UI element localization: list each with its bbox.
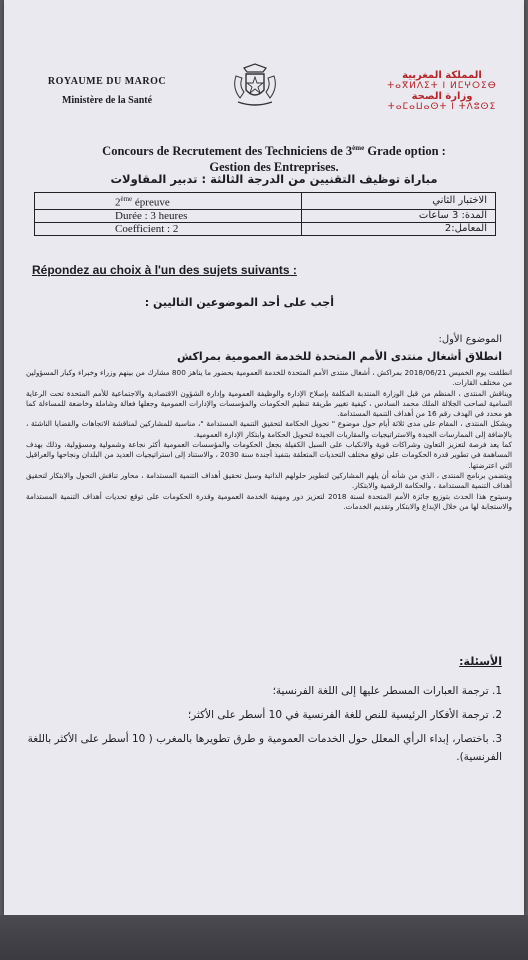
header-right — [382, 70, 502, 112]
ministry-fr: Ministère de la Santé — [61, 95, 153, 106]
coefficient-ar: المعامل:2 — [302, 222, 496, 235]
question-2: 2. ترجمة الأفكار الرئيسية للنص للغة الفرنسية في 10 أسطر على الأكثر؛ — [187, 709, 502, 721]
exam-option: Gestion des Entreprises. — [209, 160, 339, 175]
exam-title-ar: مباراة توظيف التقنيين من الدرجة الثالثة : تدبير المقاولات — [110, 172, 438, 186]
kingdom-ar: المملكة المغربية — [402, 70, 482, 81]
epreuve-ar: الاختبار الثاني — [302, 193, 496, 210]
paragraph: ويتضمن برنامج المنتدى ، الذي من شأنه أن يلهم المشاركين لتطوير حلولهم الذاتية وسبل تحقيق أهداف التنمية المستدامة ، محاور تناقش التحول والابتكار لتحقيق أهداف التنمية المستدامة ، والحكامة الرقمية والابتكار. — [26, 470, 512, 491]
exam-title-fr: Concours de Recrutement des Techniciens de 3ème Grade option : Gestion des Entreprises. — [102, 144, 446, 175]
question-3: 3. باختصار، إبداء الرأي المعلل حول الخدمات العمومية و طرق تطويرها بالمغرب ( 10 أسطر على الأكثر باللغة الفرنسية). — [27, 733, 502, 763]
instruction-ar: أجب على أحد الموضوعين التاليين : — [144, 296, 334, 309]
background-floor — [0, 915, 528, 960]
instruction-fr: Répondez au choix à l'un des sujets suivants : — [32, 263, 297, 277]
subject-title: انطلاق أشغال منتدى الأمم المتحدة للخدمة العمومية بمراكش — [176, 350, 502, 363]
ministry-tifinagh: ⵜⴰⵎⴰⵡⴰⵙⵜ ⵏ ⵜⴷⵓⵙⵉ — [387, 102, 497, 112]
header-left — [32, 76, 182, 106]
paragraph: ويناقش المنتدى ، المنظم من قبل الوزارة المنتدبة المكلفة بإصلاح الإدارة والوظيفة العمومية وإدارة الشؤون الاقتصادية والاجتماعية للأمم المتحدة تحت الرعاية السامية لصاحب الجلالة الملك محمد السادس ، كيفية تغيير طريقة تنظيم الحكومات والمؤسسات والإدارات العمومية وجعلها فعالة وشاملة وخاضعة للمساءلة كما هو محدد في الهدف رقم 16 من أهداف التنمية المستدامة. — [26, 388, 512, 419]
exam-paper — [4, 0, 524, 915]
coat-of-arms-icon — [230, 62, 280, 110]
duration-fr: Durée : 3 heures — [35, 209, 302, 222]
paragraph: وسيتوج هذا الحدث بتوزيع جائزة الأمم المتحدة لسنة 2018 لتعزيز دور ومهنية الخدمة العمومية وقدرة الحكومات على توقع تحديات أهداف التنمية المستدامة والاستجابة لها من خلال الإبداع والابتكار وتقديم الخدمات. — [26, 491, 512, 511]
paragraph: ويشكل المنتدى ، المقام على مدى ثلاثة أيام حول موضوع " تحويل الحكامة لتحقيق التنمية المستدامة "، مناسبة للمشاركين لمناقشة الاتجاهات والقضايا الناشئة ، بالإضافة إلى الممارسات الجيدة والاستراتيجيات والمقاربات الجيدة لتحويل الحكامة وابتكار الإدارة العمومية. — [26, 419, 512, 439]
table-row — [35, 222, 496, 235]
epreuve-fr: 2ème épreuve — [35, 193, 302, 210]
table-row — [35, 209, 496, 222]
question-1: 1. ترجمة العبارات المسطر عليها إلى اللغة الفرنسية؛ — [272, 685, 502, 697]
ministry-ar: وزارة الصحة — [411, 91, 473, 102]
duration-ar: المدة: 3 ساعات — [302, 209, 496, 222]
table-row — [35, 193, 496, 210]
kingdom-tifinagh: ⵜⴰⴳⵍⴷⵉⵜ ⵏ ⵍⵎⵖⵔⵉⴱ — [387, 81, 497, 91]
paragraph: كما يعد فرصة لتعزيز التعاون وشراكات قوية والانكباب على السبل الكفيلة بجعل الحكومات والمؤسسات العمومية أكثر نجاعة وشمولية ومسؤولية، وذلك بهدف المساهمة في تطوير قدرة الحكومات على توقع مختلف التحديات المتعلقة بتنفيذ أجندة سنة 2030 ، والاستناد إلى استراتيجيات العديد من البلدان ونجاحها والعراقيل التي اعترضتها. — [26, 440, 512, 470]
coefficient-fr: Coefficient : 2 — [35, 222, 302, 235]
subject-heading: الموضوع الأول: — [438, 334, 502, 345]
kingdom-fr: ROYAUME DU MAROC — [47, 76, 167, 87]
subject-body — [26, 368, 512, 512]
questions-heading: الأسئلة: — [459, 655, 502, 668]
exam-info-table — [34, 192, 496, 236]
paragraph: انطلقت يوم الخميس 2018/06/21 بمراكش ، أشغال منتدى الأمم المتحدة للخدمة العمومية بحضور ما يناهز 800 مشارك من بينهم وزراء وخبراء وكبار المسؤولين من مختلف القارات. — [26, 368, 513, 388]
